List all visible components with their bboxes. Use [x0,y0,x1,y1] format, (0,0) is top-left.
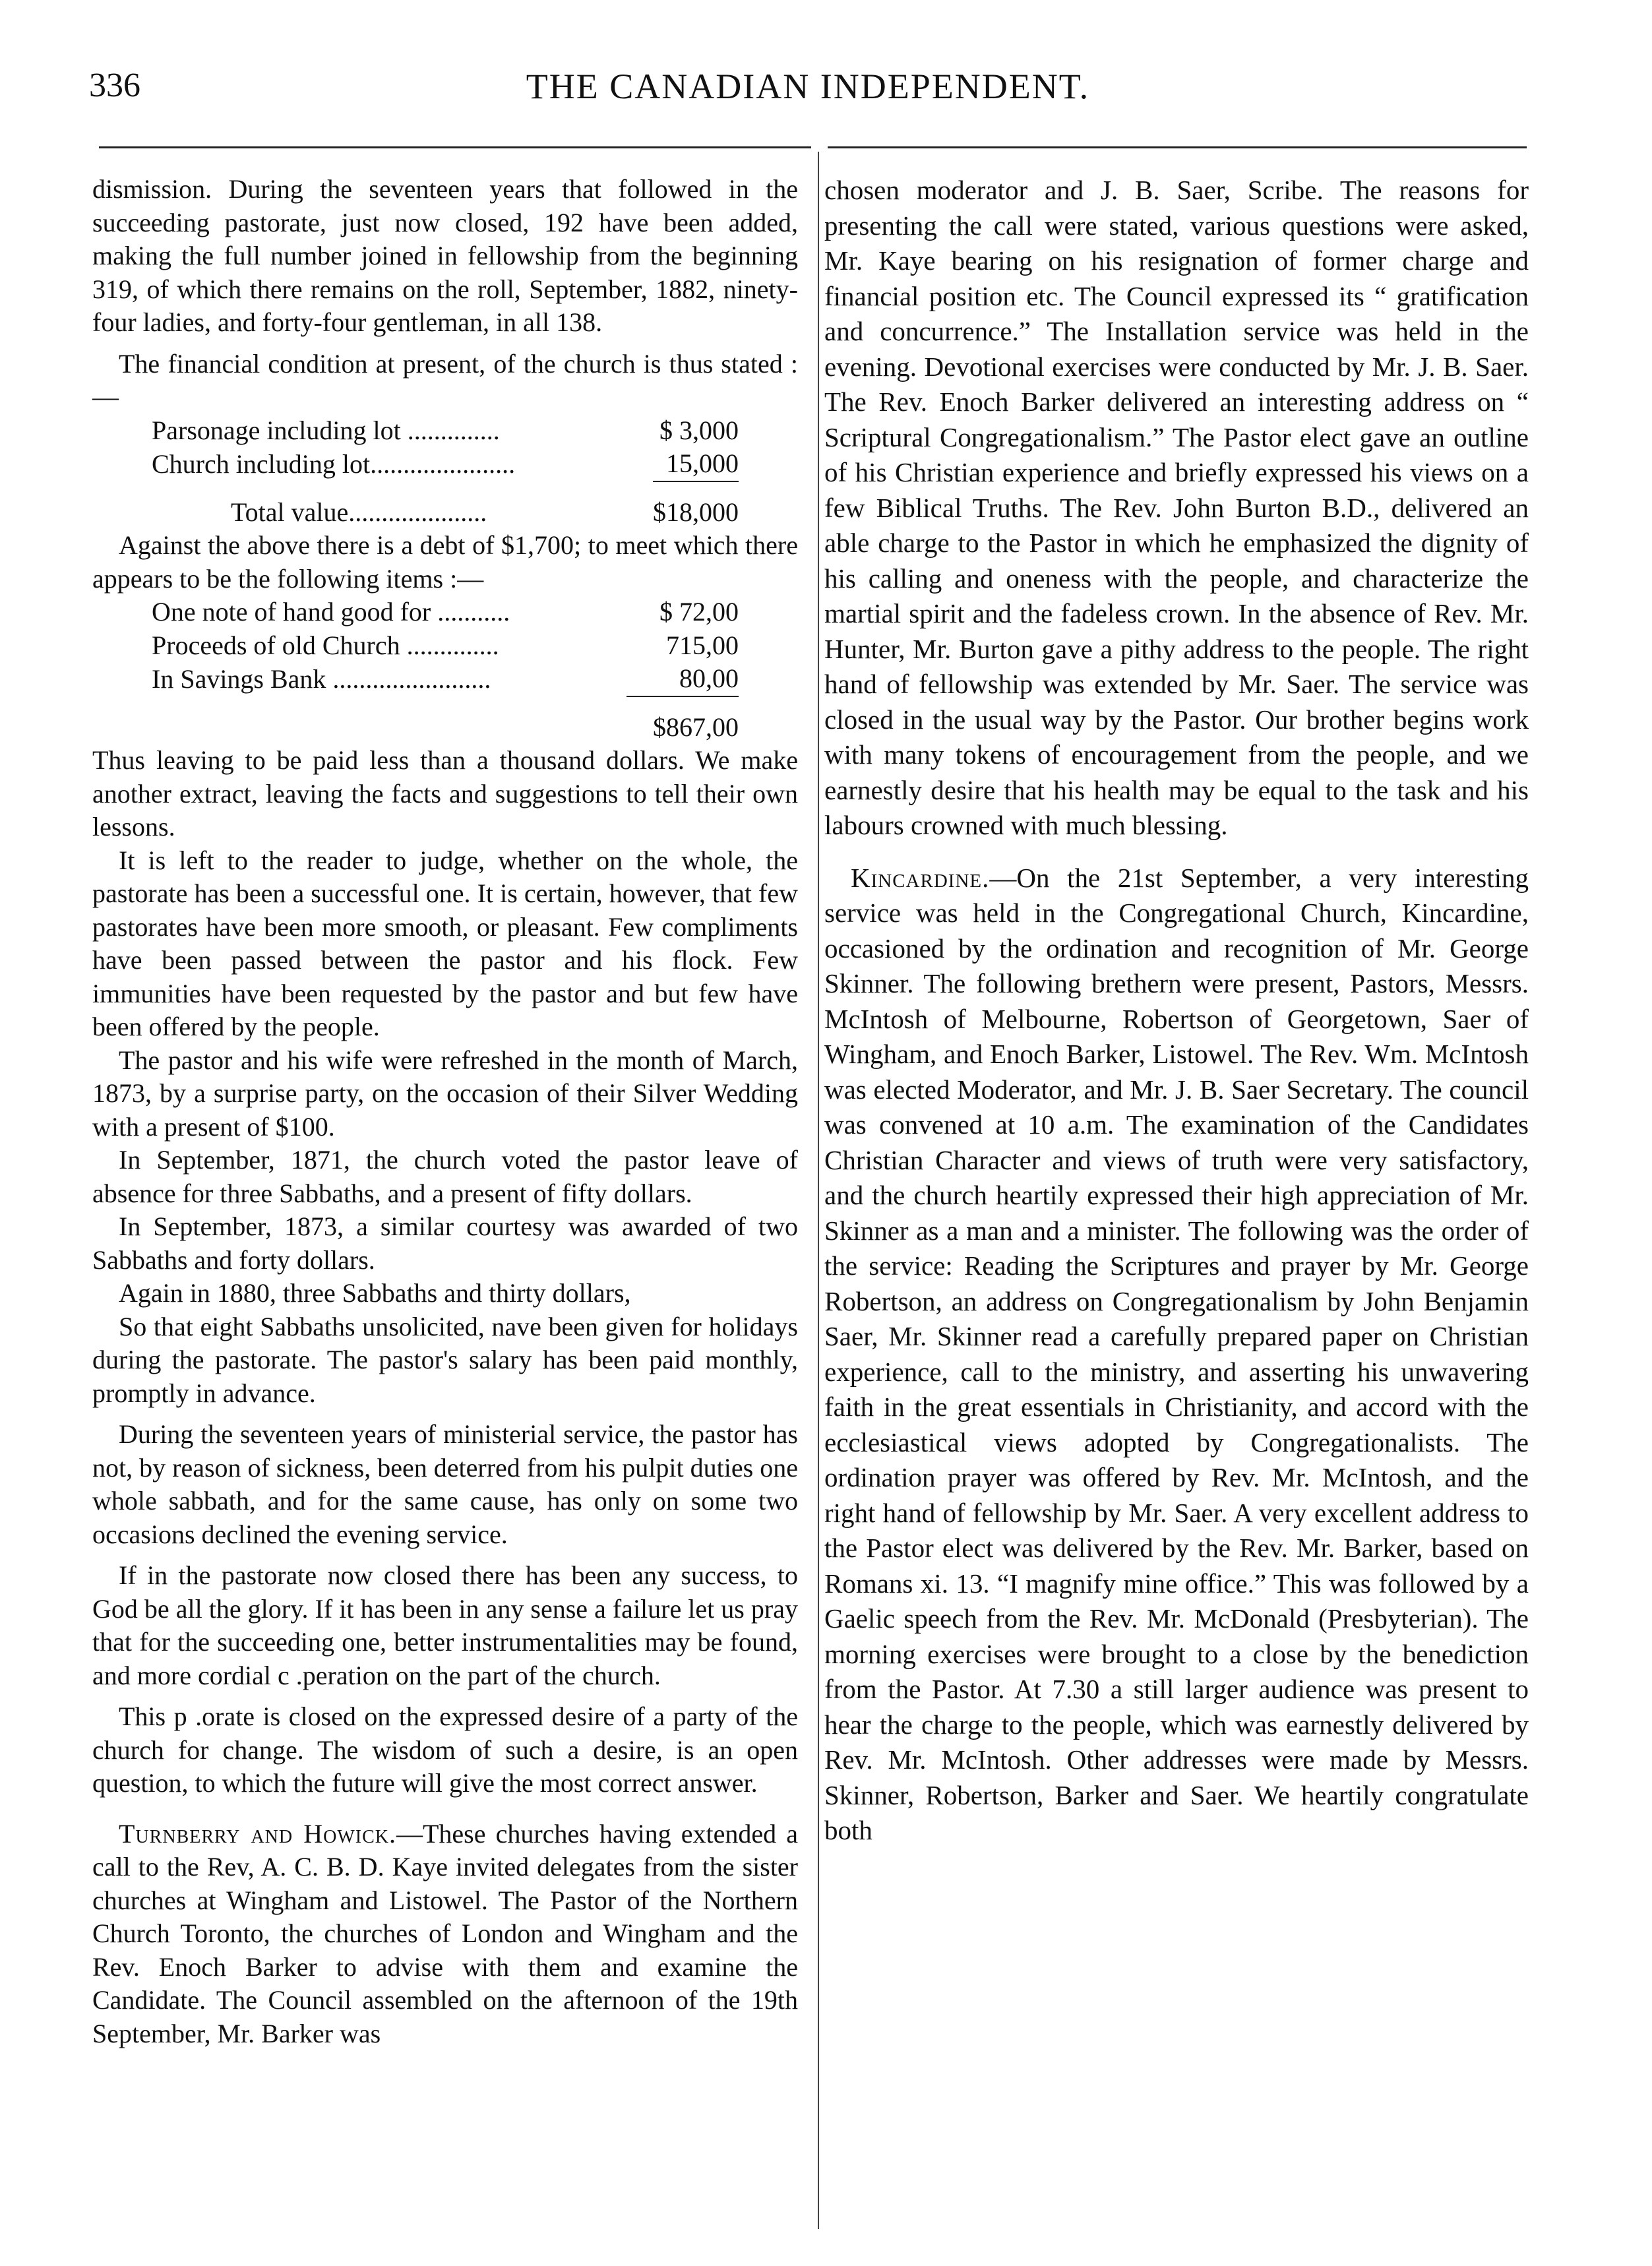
paragraph: The pastor and his wife were refreshed in the month of March, 1873, by a surprise party, on the occasion of their Silver Wedding with a present of $100. [92,1045,798,1142]
paragraph: The financial condition at present, of the church is thus stated :— [92,348,798,412]
paragraph: dismission. During the seventeen years that followed in the succeeding pastorate, just now closed, 192 have been added, making the full number joined in fellowship from the beginning 319, of which there remains on the roll, September, 1882, ninety-four ladies, and forty-four gentleman, in all 138. [92,174,798,337]
table-row [152,447,739,481]
property-table [152,414,739,530]
table-cell: $867,00 [653,712,739,742]
table-cell: 80,00 [679,663,739,693]
table-cell: $ 72,00 [659,597,739,627]
items-table [152,596,739,744]
table-row [152,414,739,448]
table-row [152,662,739,696]
table-cell: In Savings Bank ........................ [152,664,491,694]
running-title: THE CANADIAN INDEPENDENT. [526,67,1090,106]
header-rule-right [828,146,1527,148]
table-cell: Parsonage including lot .............. [152,415,500,445]
section-turnberry [92,1818,798,2051]
table-row [152,596,739,629]
paragraph: It is left to the reader to judge, whether on the whole, the pastorate has been a successful one. It is certain, however, that few pastorates have been more smooth, or pleasant. Few compliments have been passed between the pastor and his flock. Few immunities have been requested by the pastor and but few have been offered by the people. [92,845,798,1041]
paragraph: In September, 1871, the church voted the pastor leave of absence for three Sabbaths, and a present of fifty dollars. [92,1145,798,1208]
table-cell: $18,000 [653,497,739,527]
column-divider [818,152,819,2229]
section-kincardine [824,861,1529,1849]
table-cell: 715,00 [666,630,739,660]
page-header [89,66,1527,125]
section-heading: Turnberry and Howick. [119,1818,396,1849]
table-cell: Proceeds of old Church .............. [152,630,499,660]
table-cell: One note of hand good for ........... [152,597,510,627]
paragraph: So that eight Sabbaths unsolicited, nave been given for holidays during the pastorate. The pastor's salary has been paid monthly, promptly in advance. [92,1311,798,1408]
section-text: —These churches having extended a call to the Rev, A. C. B. D. Kaye invited delegates from the sister churches at Wingham and Listowel. The Pastor of the Northern Church Toronto, the churches of London and Wingham and the Rev. Enoch Barker to advise with them and examine the Candidate. The Council assembled on the afternoon of the 19th September, Mr. Barker was [92,1818,798,2048]
left-column [92,173,798,2050]
header-rule-left [99,146,811,148]
section-text: —On the 21st September, a very interesting service was held in the Congregational Church, Kincardine, occasioned by the ordination and recognition of Mr. George Skinner. The following brethern were present, Pastors, Messrs. McIntosh of Melbourne, Robertson of Georgetown, Saer of Wingham, and Enoch Barker, Listowel. The Rev. Wm. McIntosh was elected Moderator, and Mr. J. B. Saer Secretary. The council was convened at 10 a.m. The examination of the Candidates Christian Character and views of truth were very satisfactory, and the church heartily expressed their high appreciation of Mr. Skinner as a man and a minister. The following was the order of the service: Reading the Scriptures and prayer by Mr. George Robertson, an address on Congregationalism by John Benjamin Saer, Mr. Skinner read a carefully prepared paper on Christian experience, call to the ministry, and asserting his unwavering faith in the great essentials in Christianity, and accord with the ecclesiastical views adopted by Congregationalists. The ordination prayer was offered by Rev. Mr. McIntosh, and the right hand of fellowship by Mr. Saer. A very excellent address to the Pastor elect was delivered by the Rev. Mr. Barker, based on Romans xi. 13. “I magnify mine office.” This was followed by a Gaelic speech from the Rev. Mr. McDonald (Presbyterian). The morning exercises were brought to a close by the benediction from the Pastor. At 7.30 a still larger audience was present to hear the charge to the people, which was earnestly delivered by Rev. Mr. McIntosh. Other addresses were made by Messrs. Skinner, Robertson, Barker and Saer. We heartily congratulate both [824,862,1529,1845]
table-cell: $ 3,000 [659,415,739,445]
paragraph: Against the above there is a debt of $1,700; to meet which there appears to be the following items :— [92,530,798,594]
paragraph: In September, 1873, a similar courtesy was awarded of two Sabbaths and forty dollars. [92,1211,798,1275]
paragraph: This p .orate is closed on the expressed desire of a party of the church for change. The wisdom of such a desire, is an open question, to which the future will give the most correct answer. [92,1701,798,1798]
right-column [824,173,1529,1849]
paragraph: During the seventeen years of ministerial service, the pastor has not, by reason of sickness, been deterred from his pulpit duties one whole sabbath, and for the same cause, has only on some two occasions declined the evening service. [92,1419,798,1549]
paragraph: chosen moderator and J. B. Saer, Scribe. The reasons for presenting the call were stated, various questions were asked, Mr. Kaye bearing on his resignation of former charge and financial position etc. The Council expressed its “ gratification and concurrence.” The Installation service was held in the evening. Devotional exercises were conducted by Mr. J. B. Saer. The Rev. Enoch Barker delivered an interesting address on “ Scriptural Congregationalism.” The Pastor elect gave an outline of his Christian experience and briefly expressed his views on a few Biblical Truths. The Rev. John Burton B.D., delivered an able charge to the Pastor in which he emphasized the dignity of his calling and oneness with the people, and characterize the martial spirit and the fadeless crown. In the absence of Rev. Mr. Hunter, Mr. Burton gave a pithy address to the people. The right hand of fellowship was extended by Mr. Saer. The service was closed in the usual way by the Pastor. Our brother begins work with many tokens of encouragement from the people, and we earnestly desire that his health may be equal to the task and his labours crowned with much blessing. [824,175,1529,840]
table-cell: Church including lot...................... [152,449,516,479]
paragraph: Thus leaving to be paid less than a thousand dollars. We make another extract, leaving the facts and suggestions to tell their own lessons. [92,745,798,842]
paragraph: If in the pastorate now closed there has been any success, to God be all the glory. If it has been in any sense a failure let us pray that for the succeeding one, better instrumentalities may be found, and more cordial c .peration on the part of the church. [92,1560,798,1690]
total-row [152,711,739,745]
table-row [152,629,739,663]
total-row [152,496,739,530]
table-cell: Total value..................... [231,497,487,527]
table-cell: 15,000 [666,448,739,478]
paragraph: Again in 1880, three Sabbaths and thirty dollars, [119,1278,631,1308]
section-heading: Kincardine. [851,862,990,893]
page-number: 336 [89,67,140,104]
